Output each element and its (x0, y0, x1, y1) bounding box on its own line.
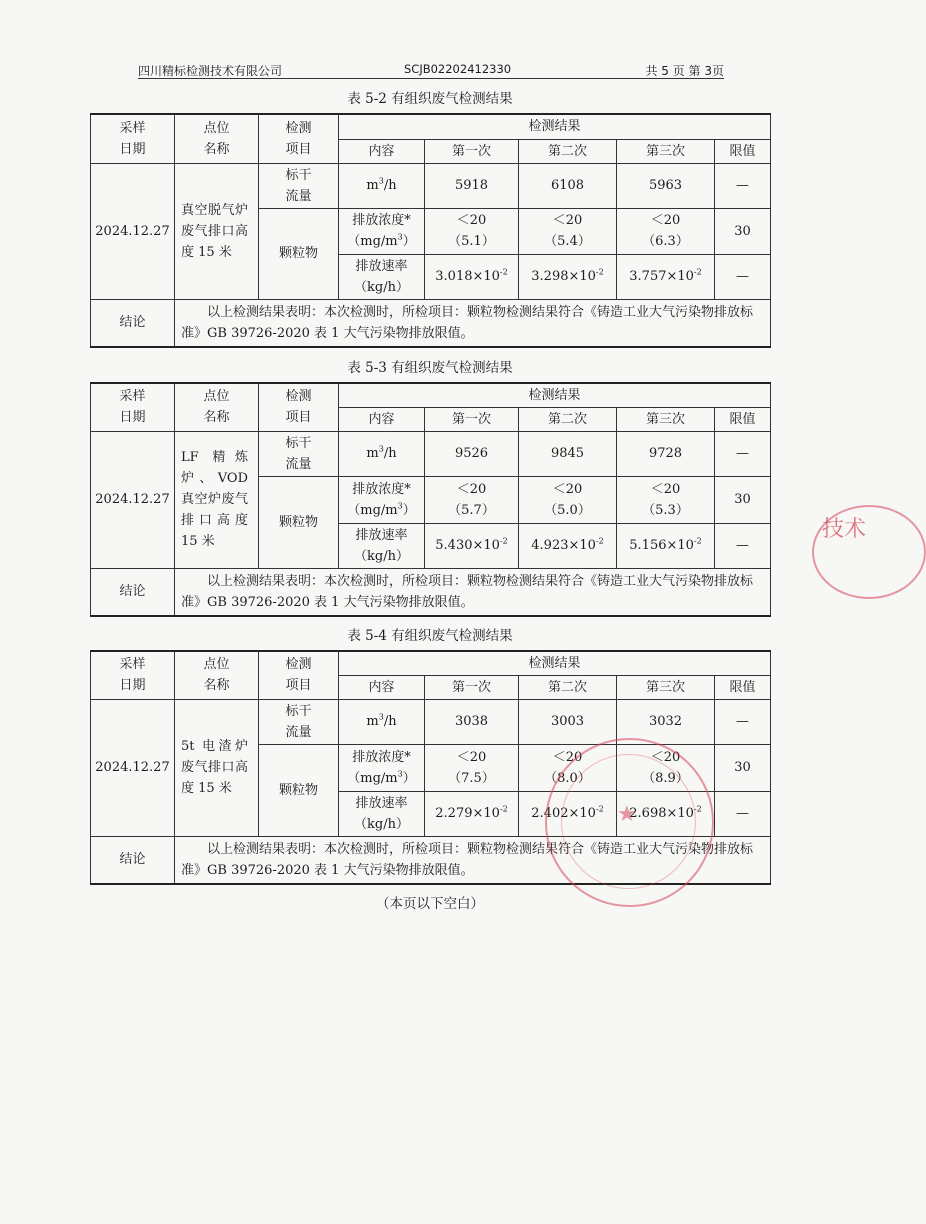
header-item: 检测 项目 (259, 651, 339, 699)
flow-value: 9845 (519, 431, 617, 476)
seal-star-icon: ★ (617, 802, 637, 827)
flow-value: 3038 (425, 699, 519, 744)
sampling-site: 真空脱气炉废气排口高度 15 米 (175, 163, 259, 299)
limit-dash: — (715, 254, 771, 299)
label-rate: 排放速率 （kg/h） (339, 254, 425, 299)
rate-value: $5.430\times 10^{-2}$ (425, 523, 519, 568)
company-name: 四川精标检测技术有限公司 (138, 64, 283, 78)
blank-page-note: （本页以下空白） (376, 896, 484, 912)
header-content: 内容 (339, 139, 425, 163)
conclusion-label: 结论 (91, 568, 175, 616)
header-date: 采样 日期 (91, 114, 175, 163)
edge-seal-text: 技术 (822, 517, 867, 542)
header-third: 第三次 (617, 675, 715, 699)
header-third: 第三次 (617, 139, 715, 163)
item-particulate: 颗粒物 (259, 208, 339, 299)
conclusion-label: 结论 (91, 836, 175, 884)
concentration-value: ＜20 （7.5） (425, 744, 519, 791)
conclusion-label: 结论 (91, 299, 175, 347)
concentration-value: ＜20 （6.3） (617, 208, 715, 254)
page-header (138, 62, 724, 79)
header-date: 采样 日期 (91, 383, 175, 431)
rate-value: $5.156\times 10^{-2}$ (617, 523, 715, 568)
concentration-value: ＜20 （5.7） (425, 476, 519, 523)
flow-value: 9728 (617, 431, 715, 476)
concentration-value: ＜20 （8.0） (519, 744, 617, 791)
rate-value: $3.298\times 10^{-2}$ (519, 254, 617, 299)
header-results: 检测结果 (339, 651, 771, 675)
item-particulate: 颗粒物 (259, 744, 339, 836)
header-site: 点位 名称 (175, 114, 259, 163)
rate-value: $4.923\times 10^{-2}$ (519, 523, 617, 568)
header-second: 第二次 (519, 139, 617, 163)
table-caption: 表 5-2 有组织废气检测结果 (347, 91, 513, 107)
header-first: 第一次 (425, 675, 519, 699)
header-first: 第一次 (425, 139, 519, 163)
rate-value: $2.698\times 10^{-2}$ (617, 791, 715, 836)
table-caption: 表 5-3 有组织废气检测结果 (347, 360, 513, 376)
header-site: 点位 名称 (175, 383, 259, 431)
flow-value: 5963 (617, 163, 715, 208)
header-third: 第三次 (617, 407, 715, 431)
header-results: 检测结果 (339, 383, 771, 407)
limit-value: 30 (715, 208, 771, 254)
sample-date: 2024.12.27 (91, 699, 175, 836)
flow-value: 3003 (519, 699, 617, 744)
concentration-value: ＜20 （5.0） (519, 476, 617, 523)
limit-dash: — (715, 791, 771, 836)
concentration-value: ＜20 （5.3） (617, 476, 715, 523)
concentration-value: ＜20 （8.9） (617, 744, 715, 791)
report-code: SCJB02202412330 (404, 62, 512, 76)
item-flow: 标干 流量 (259, 431, 339, 476)
label-concentration: 排放浓度* $(mg/m^3)$ (339, 208, 425, 254)
sample-date: 2024.12.27 (91, 163, 175, 299)
header-limit: 限值 (715, 139, 771, 163)
header-second: 第二次 (519, 675, 617, 699)
limit-dash: — (715, 523, 771, 568)
flow-value: 3032 (617, 699, 715, 744)
label-concentration: 排放浓度* $(mg/m^3)$ (339, 476, 425, 523)
header-content: 内容 (339, 675, 425, 699)
sample-date: 2024.12.27 (91, 431, 175, 568)
results-table-5-2 (90, 113, 771, 348)
limit-value: 30 (715, 476, 771, 523)
flow-value: 9526 (425, 431, 519, 476)
concentration-value: ＜20 （5.1） (425, 208, 519, 254)
concentration-value: ＜20 （5.4） (519, 208, 617, 254)
unit-flow: $m^3/h$ (339, 431, 425, 476)
limit-dash: — (715, 699, 771, 744)
item-flow: 标干 流量 (259, 163, 339, 208)
header-site: 点位 名称 (175, 651, 259, 699)
label-concentration: 排放浓度* $(mg/m^3)$ (339, 744, 425, 791)
header-item: 检测 项目 (259, 114, 339, 163)
header-limit: 限值 (715, 407, 771, 431)
header-content: 内容 (339, 407, 425, 431)
table-caption: 表 5-4 有组织废气检测结果 (347, 628, 513, 644)
rate-value: $2.279\times 10^{-2}$ (425, 791, 519, 836)
header-limit: 限值 (715, 675, 771, 699)
limit-dash: — (715, 431, 771, 476)
company-seal (545, 738, 714, 907)
conclusion-text: 以上检测结果表明：本次检测时，所检项目：颗粒物检测结果符合《铸造工业大气污染物排放标准》GB 39726-2020 表 1 大气污染物排放限值。 (175, 568, 771, 616)
edge-seal (812, 505, 867, 595)
label-rate: 排放速率 （kg/h） (339, 523, 425, 568)
results-table-5-3 (90, 382, 771, 617)
header-second: 第二次 (519, 407, 617, 431)
unit-flow: $m^3/h$ (339, 699, 425, 744)
header-date: 采样 日期 (91, 651, 175, 699)
label-rate: 排放速率 （kg/h） (339, 791, 425, 836)
limit-dash: — (715, 163, 771, 208)
header-item: 检测 项目 (259, 383, 339, 431)
page-number: 共 5 页 第 3页 (645, 64, 724, 78)
flow-value: 5918 (425, 163, 519, 208)
item-flow: 标干 流量 (259, 699, 339, 744)
unit-flow: $m^3/h$ (339, 163, 425, 208)
conclusion-text: 以上检测结果表明：本次检测时，所检项目：颗粒物检测结果符合《铸造工业大气污染物排放标准》GB 39726-2020 表 1 大气污染物排放限值。 (175, 836, 771, 884)
rate-value: $3.757\times 10^{-2}$ (617, 254, 715, 299)
conclusion-text: 以上检测结果表明：本次检测时，所检项目：颗粒物检测结果符合《铸造工业大气污染物排放标准》GB 39726-2020 表 1 大气污染物排放限值。 (175, 299, 771, 347)
item-particulate: 颗粒物 (259, 476, 339, 568)
flow-value: 6108 (519, 163, 617, 208)
sampling-site: LF 精炼炉、VOD 真空炉废气排口高度 15 米 (175, 431, 259, 568)
sampling-site: 5t 电渣炉废气排口高度 15 米 (175, 699, 259, 836)
rate-value: $3.018\times 10^{-2}$ (425, 254, 519, 299)
rate-value: $2.402\times 10^{-2}$ (519, 791, 617, 836)
header-results: 检测结果 (339, 114, 771, 139)
header-first: 第一次 (425, 407, 519, 431)
limit-value: 30 (715, 744, 771, 791)
